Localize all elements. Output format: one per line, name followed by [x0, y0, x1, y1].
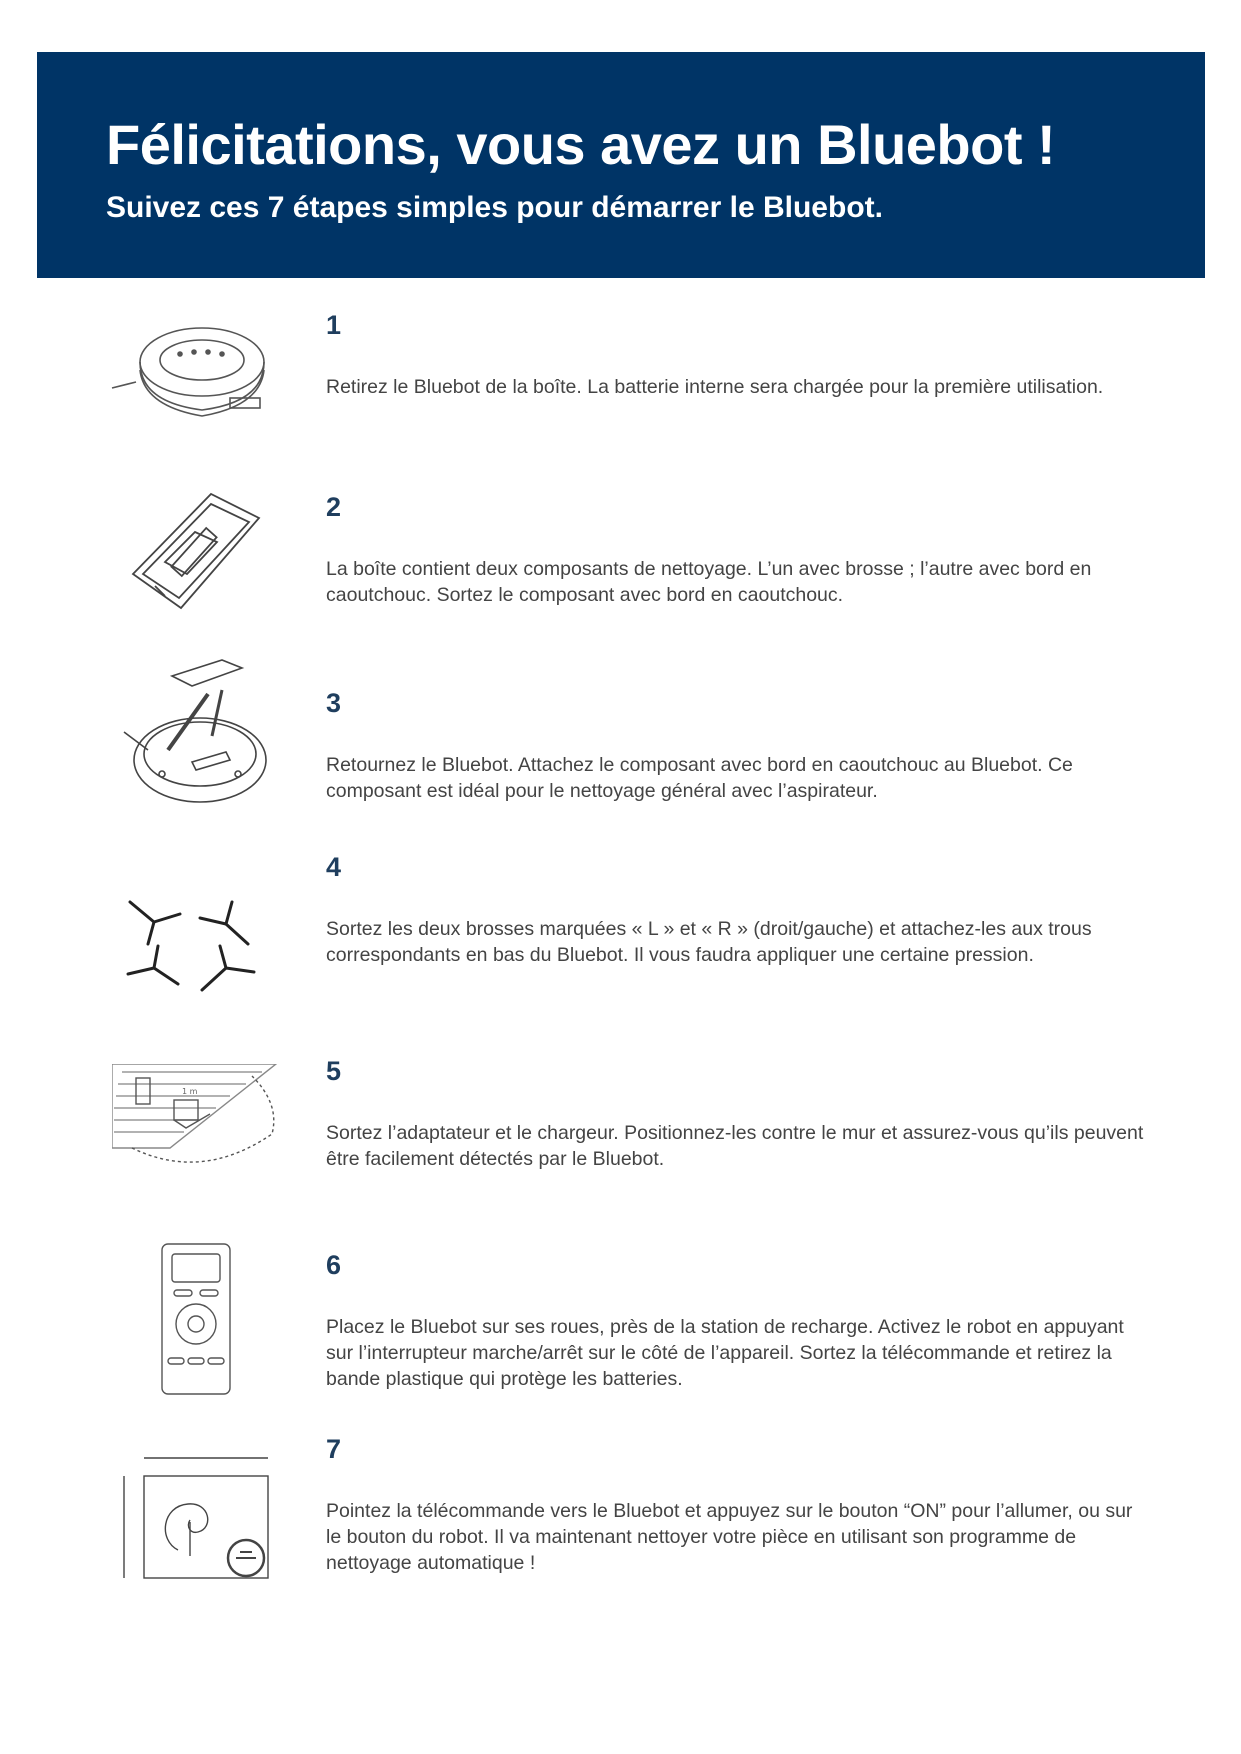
side-brushes-icon: [118, 896, 268, 996]
step-2-number: 2: [326, 492, 342, 522]
step-6-number: 6: [326, 1250, 342, 1280]
robot-vacuum-icon: [110, 310, 280, 440]
step-2-text: La boîte contient deux composants de nettoyage. L’un avec brosse ; l’autre avec bord en caoutchouc. Sortez le composant avec bord en caoutchouc.: [326, 558, 1092, 606]
step-3-text: Retournez le Bluebot. Attachez le composant avec bord en caoutchouc au Bluebot. Ce composant est idéal pour le nettoyage général avec l’aspirateur.: [326, 754, 1073, 802]
step-1-number: 1: [326, 310, 342, 340]
cleaning-component-icon: [125, 492, 265, 622]
step-4-number: 4: [326, 852, 342, 882]
step-5-number: 5: [326, 1056, 342, 1086]
step-1-text: Retirez le Bluebot de la boîte. La batterie interne sera chargée pour la première utilisation.: [326, 376, 1104, 398]
remote-control-icon: [158, 1242, 234, 1398]
header-banner: [37, 52, 1205, 278]
room-cleaning-icon: [118, 1454, 278, 1584]
step-7-number: 7: [326, 1434, 342, 1464]
page-title: Félicitations, vous avez un Bluebot !: [106, 113, 1056, 176]
svg-text:1 m: 1 m: [182, 1087, 198, 1096]
robot-underside-icon: [118, 654, 278, 814]
step-5-text: Sortez l’adaptateur et le chargeur. Positionnez-les contre le mur et assurez-vous qu’ils peuvent être facilement détectés par le Bluebot.: [326, 1122, 1144, 1170]
charging-station-icon: [112, 1064, 282, 1184]
step-6-text: Placez le Bluebot sur ses roues, près de la station de recharge. Activez le robot en appuyant sur l’interrupteur marche/arrêt sur le côté de l’appareil. Sortez la télécommande et retirez la bande plastique qui protège les batteries.: [326, 1316, 1124, 1390]
step-3-number: 3: [326, 688, 342, 718]
step-7-text: Pointez la télécommande vers le Bluebot et appuyez sur le bouton “ON” pour l’allumer, ou sur le bouton du robot. Il va maintenant nettoyer votre pièce en utilisant son programme de nettoyage automatique !: [326, 1500, 1133, 1574]
page-subtitle: Suivez ces 7 étapes simples pour démarrer le Bluebot.: [106, 191, 883, 224]
step-4-text: Sortez les deux brosses marquées « L » et « R » (droit/gauche) et attachez-les aux trous correspondants en bas du Bluebot. Il vous faudra appliquer une certaine pression.: [326, 918, 1092, 966]
